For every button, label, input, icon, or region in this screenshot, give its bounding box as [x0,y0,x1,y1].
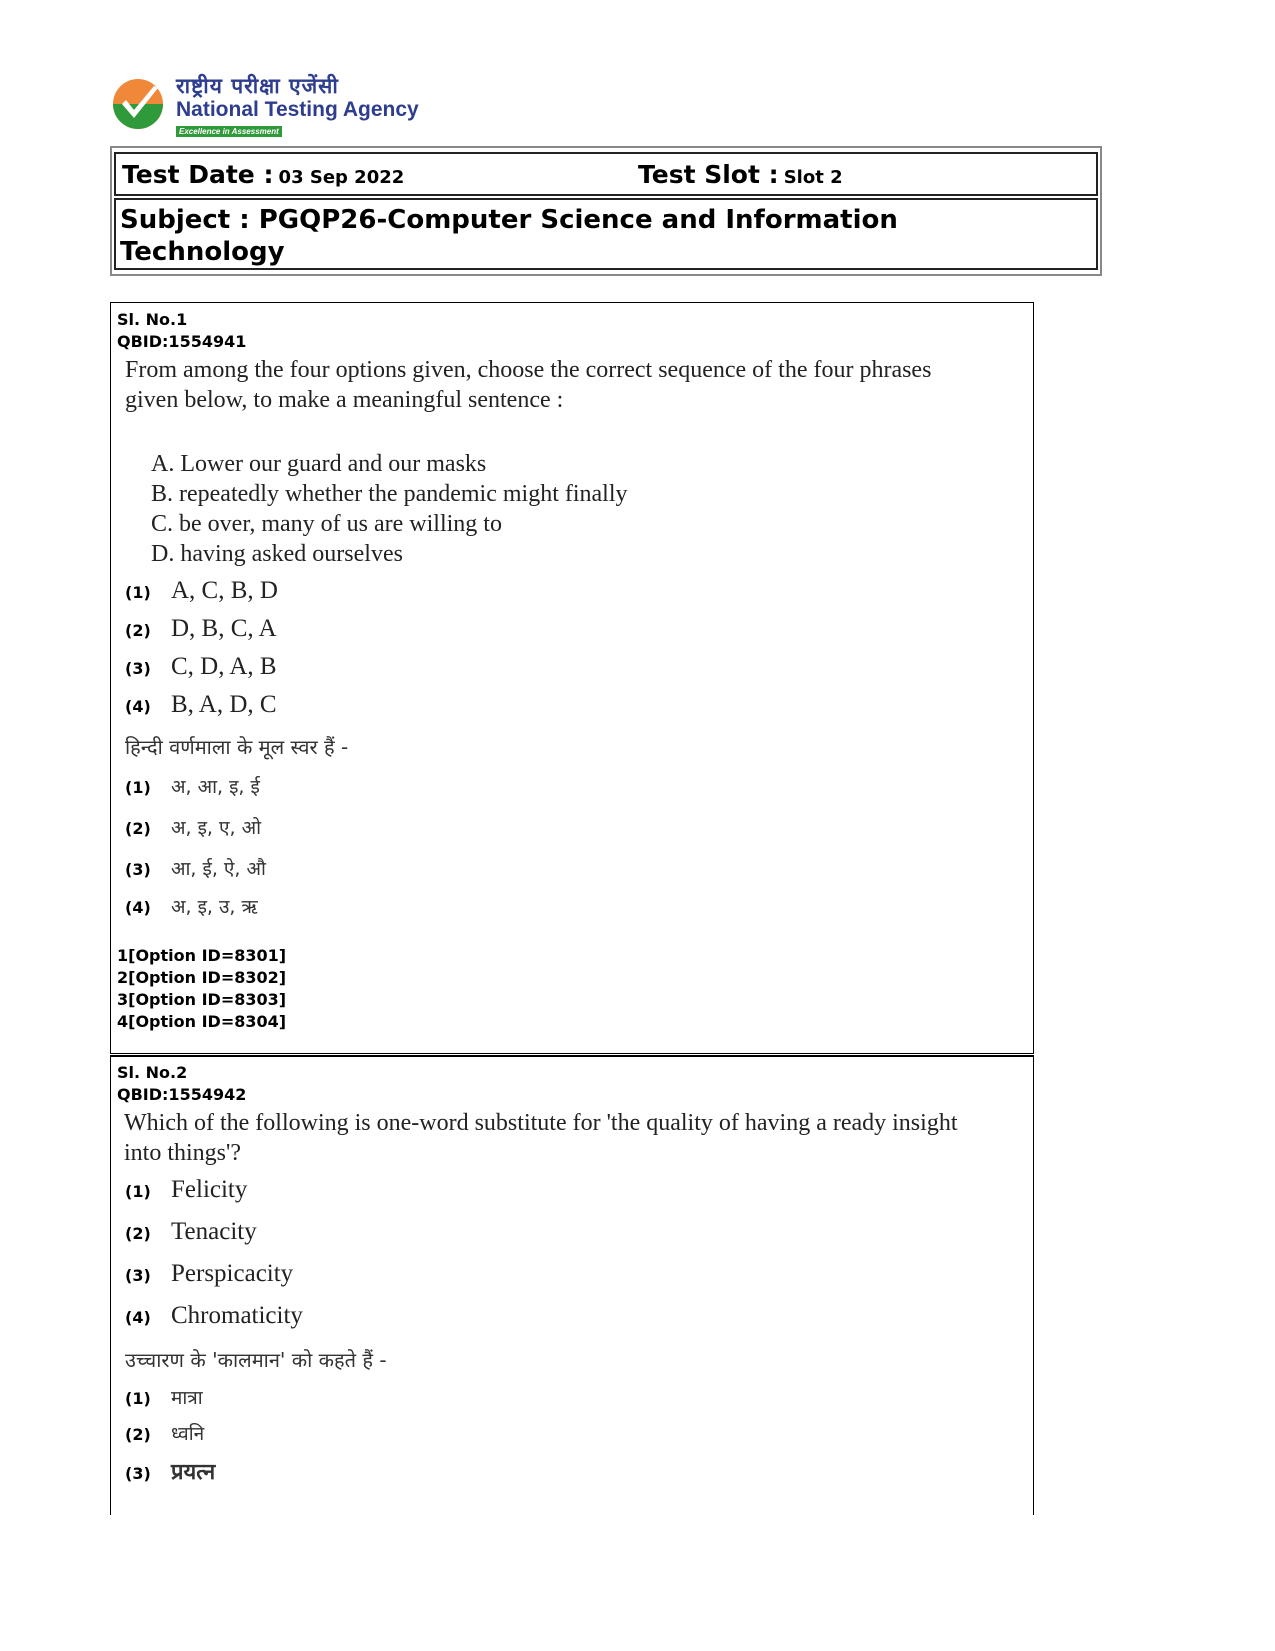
hindi-option-2: (2) अ, इ, ए, ओ [125,817,262,839]
option-4: (4) Chromaticity [125,1302,303,1329]
subject-title: Subject : PGQP26-Computer Science and Information Technology [120,205,898,267]
test-slot-label: Test Slot : [638,160,779,189]
hindi-question-text: उच्चारण के 'कालमान' को कहते हैं - [125,1348,387,1372]
question-text: Which of the following is one-word substitute for 'the quality of having a ready insight into things'? [124,1110,958,1166]
part-b: B. repeatedly whether the pandemic might finally [151,481,628,507]
test-slot-value: Slot 2 [783,167,843,188]
test-date [122,160,404,189]
nta-logo [112,70,452,145]
logo-tagline: Excellence in Assessment [176,126,282,137]
part-d: D. having asked ourselves [151,541,403,567]
option-1: (1) A, C, B, D [125,577,278,604]
part-a: A. Lower our guard and our masks [151,451,487,477]
option-id-4: 4[Option ID=8304] [117,1012,287,1031]
hindi-option-3: (3) प्रयत्न [125,1460,216,1485]
option-ids [111,945,1033,1033]
part-c: C. be over, many of us are willing to [151,511,502,537]
hindi-option-1: (1) मात्रा [125,1387,203,1409]
date-slot-row [114,152,1098,196]
test-date-label: Test Date : [122,160,274,189]
option-2: (2) Tenacity [125,1218,257,1245]
option-4: (4) B, A, D, C [125,691,277,718]
option-id-2: 2[Option ID=8302] [117,968,287,987]
question-parts [111,449,1033,569]
hindi-option-4: (4) अ, इ, उ, ऋ [125,896,258,918]
hindi-question-text: हिन्दी वर्णमाला के मूल स्वर हैं - [125,735,349,759]
qbid: QBID:1554942 [117,1085,247,1104]
serial-number: Sl. No.1 [117,310,188,329]
hindi-option-1: (1) अ, आ, इ, ई [125,776,260,798]
question-1 [110,302,1034,1054]
checkmark-logo-icon [112,78,164,130]
question-2 [110,1055,1034,1515]
logo-hindi-name: राष्ट्रीय परीक्षा एजेंसी [176,74,339,98]
option-1: (1) Felicity [125,1176,248,1203]
test-slot [638,160,843,189]
logo-english-name: National Testing Agency [176,98,419,121]
exam-header [110,146,1102,276]
subject-row [114,198,1098,270]
qbid: QBID:1554941 [117,332,247,351]
hindi-option-2: (2) ध्वनि [125,1423,205,1445]
option-3: (3) Perspicacity [125,1260,294,1287]
question-text: From among the four options given, choose the correct sequence of the four phrases given below, to make a meaningful sentence : [125,357,932,413]
test-date-value: 03 Sep 2022 [278,167,405,188]
hindi-option-3: (3) आ, ई, ऐ, औ [125,858,266,880]
option-3: (3) C, D, A, B [125,653,277,680]
option-2: (2) D, B, C, A [125,615,277,642]
serial-number: Sl. No.2 [117,1063,188,1082]
option-id-3: 3[Option ID=8303] [117,990,287,1009]
option-id-1: 1[Option ID=8301] [117,946,287,965]
